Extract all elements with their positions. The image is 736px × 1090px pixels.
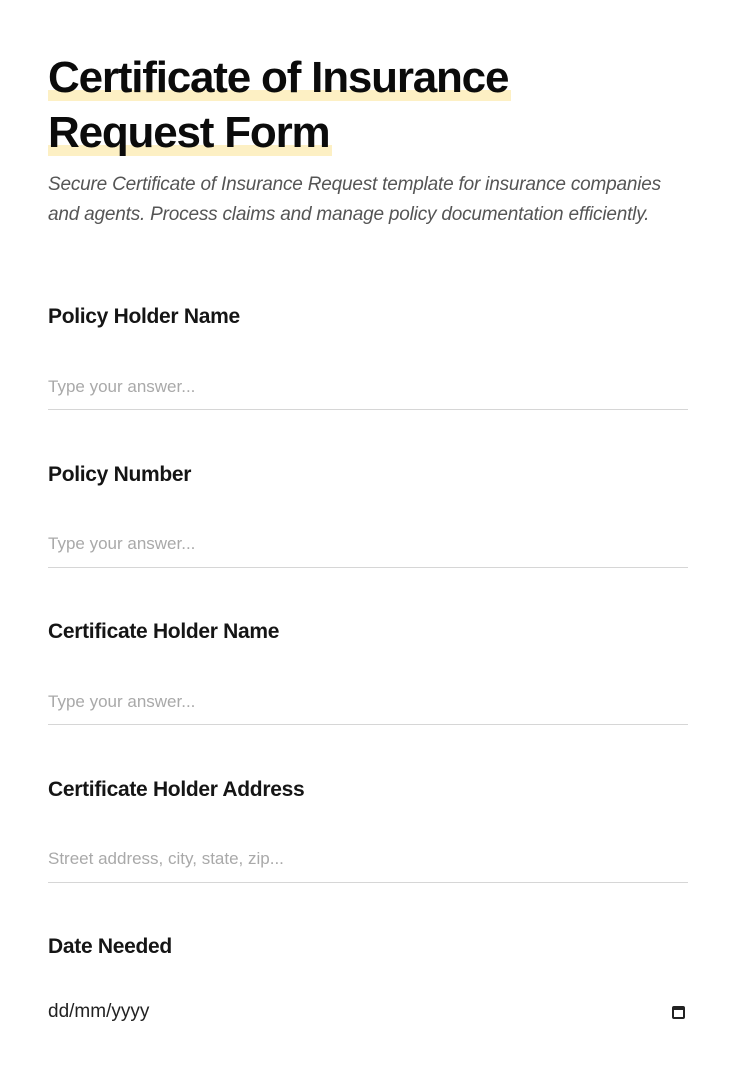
form-fields	[48, 302, 688, 1090]
form-header	[48, 50, 688, 230]
field-certificate-holder-address	[48, 775, 688, 933]
field-label: Policy Number	[48, 462, 192, 486]
field-policy-number	[48, 460, 688, 618]
calendar-icon[interactable]	[672, 1006, 685, 1019]
field-label: Policy Holder Name	[48, 305, 240, 328]
policy-holder-name-input[interactable]	[48, 364, 688, 410]
certificate-holder-name-input[interactable]	[48, 679, 688, 725]
field-label: Certificate Holder Address	[48, 777, 305, 801]
form-description: Secure Certificate of Insurance Request template for insurance companies and agents. Process claims and manage policy documentation efficiently.	[48, 174, 661, 225]
policy-number-input[interactable]	[48, 522, 688, 568]
field-policy-holder-name	[48, 302, 688, 460]
field-label: Certificate Holder Name	[48, 620, 280, 643]
page-title: Certificate of Insurance Request Form	[48, 50, 688, 160]
date-needed-input[interactable]	[48, 994, 688, 1030]
certificate-holder-address-input[interactable]	[48, 837, 688, 883]
field-date-needed	[48, 932, 688, 1090]
field-certificate-holder-name	[48, 617, 688, 775]
field-label: Date Needed	[48, 935, 172, 958]
date-placeholder: dd/mm/yyyy	[48, 1001, 150, 1022]
